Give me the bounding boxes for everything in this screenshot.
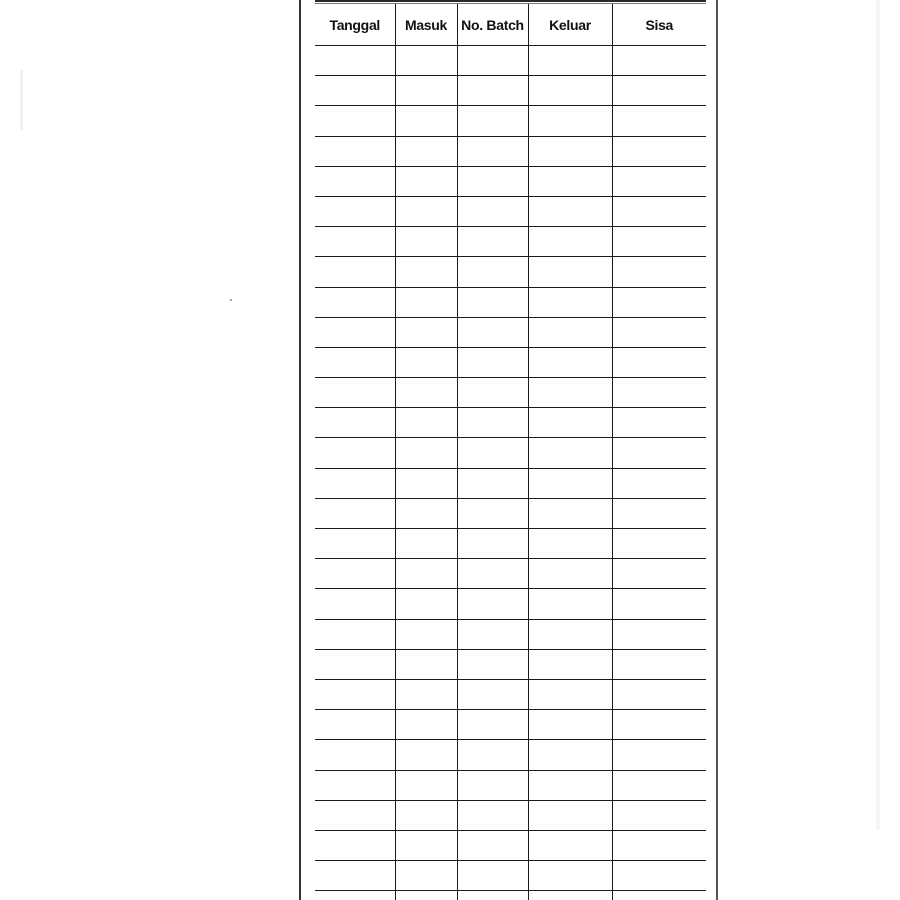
blank-cell-tanggal [315, 106, 395, 136]
table-row [315, 800, 706, 830]
blank-cell-no-batch [457, 679, 528, 709]
blank-cell-tanggal [315, 317, 395, 347]
blank-cell-no-batch [457, 710, 528, 740]
blank-cell-no-batch [457, 529, 528, 559]
blank-cell-keluar [528, 378, 612, 408]
blank-cell-masuk [395, 196, 457, 226]
blank-cell-tanggal [315, 196, 395, 226]
blank-cell-keluar [528, 891, 612, 900]
blank-cell-sisa [612, 46, 706, 76]
blank-cell-tanggal [315, 529, 395, 559]
blank-cell-no-batch [457, 468, 528, 498]
blank-cell-sisa [612, 529, 706, 559]
blank-cell-keluar [528, 196, 612, 226]
blank-cell-sisa [612, 589, 706, 619]
table-row [315, 76, 706, 106]
blank-cell-no-batch [457, 287, 528, 317]
blank-cell-no-batch [457, 46, 528, 76]
blank-cell-sisa [612, 861, 706, 891]
blank-cell-no-batch [457, 589, 528, 619]
column-header-sisa: Sisa [612, 4, 706, 46]
blank-cell-keluar [528, 468, 612, 498]
table-row [315, 891, 706, 900]
blank-cell-sisa [612, 166, 706, 196]
blank-cell-sisa [612, 317, 706, 347]
blank-cell-sisa [612, 196, 706, 226]
scan-dust-speck [230, 299, 232, 301]
table-row [315, 438, 706, 468]
blank-cell-masuk [395, 378, 457, 408]
stock-card [299, 0, 718, 900]
blank-cell-masuk [395, 861, 457, 891]
blank-cell-masuk [395, 830, 457, 860]
blank-cell-keluar [528, 861, 612, 891]
table-row [315, 106, 706, 136]
blank-cell-keluar [528, 257, 612, 287]
blank-cell-masuk [395, 468, 457, 498]
blank-cell-keluar [528, 800, 612, 830]
blank-cell-keluar [528, 106, 612, 136]
table-row [315, 468, 706, 498]
blank-cell-no-batch [457, 76, 528, 106]
table-row [315, 649, 706, 679]
table-row [315, 317, 706, 347]
blank-cell-tanggal [315, 861, 395, 891]
blank-cell-keluar [528, 136, 612, 166]
blank-cell-tanggal [315, 166, 395, 196]
table-row [315, 830, 706, 860]
blank-cell-tanggal [315, 438, 395, 468]
blank-cell-tanggal [315, 227, 395, 257]
blank-cell-tanggal [315, 378, 395, 408]
blank-cell-sisa [612, 559, 706, 589]
blank-cell-no-batch [457, 378, 528, 408]
blank-cell-sisa [612, 649, 706, 679]
blank-cell-tanggal [315, 830, 395, 860]
blank-cell-keluar [528, 679, 612, 709]
blank-cell-sisa [612, 740, 706, 770]
header-row [315, 4, 706, 46]
blank-cell-sisa [612, 770, 706, 800]
blank-cell-tanggal [315, 800, 395, 830]
blank-cell-masuk [395, 46, 457, 76]
blank-cell-sisa [612, 257, 706, 287]
blank-cell-sisa [612, 287, 706, 317]
blank-cell-sisa [612, 830, 706, 860]
table-row [315, 378, 706, 408]
scan-edge-mark [876, 0, 880, 830]
table-row [315, 408, 706, 438]
blank-cell-keluar [528, 46, 612, 76]
blank-cell-no-batch [457, 196, 528, 226]
blank-cell-sisa [612, 106, 706, 136]
blank-cell-masuk [395, 679, 457, 709]
blank-cell-keluar [528, 317, 612, 347]
blank-cell-no-batch [457, 227, 528, 257]
table-row [315, 770, 706, 800]
stock-table [315, 4, 706, 900]
blank-cell-sisa [612, 619, 706, 649]
table-row [315, 46, 706, 76]
blank-cell-sisa [612, 438, 706, 468]
table-row [315, 347, 706, 377]
blank-cell-tanggal [315, 770, 395, 800]
blank-cell-tanggal [315, 76, 395, 106]
blank-cell-keluar [528, 589, 612, 619]
blank-cell-tanggal [315, 559, 395, 589]
blank-cell-tanggal [315, 468, 395, 498]
blank-cell-masuk [395, 257, 457, 287]
blank-cell-no-batch [457, 347, 528, 377]
blank-cell-sisa [612, 136, 706, 166]
blank-cell-keluar [528, 649, 612, 679]
blank-cell-masuk [395, 347, 457, 377]
blank-cell-no-batch [457, 166, 528, 196]
blank-cell-no-batch [457, 257, 528, 287]
blank-cell-masuk [395, 559, 457, 589]
blank-cell-masuk [395, 589, 457, 619]
table-row [315, 710, 706, 740]
blank-cell-no-batch [457, 830, 528, 860]
blank-cell-no-batch [457, 438, 528, 468]
blank-cell-sisa [612, 710, 706, 740]
blank-cell-tanggal [315, 498, 395, 528]
blank-cell-masuk [395, 619, 457, 649]
table-row [315, 257, 706, 287]
blank-cell-keluar [528, 710, 612, 740]
blank-cell-no-batch [457, 800, 528, 830]
blank-cell-masuk [395, 529, 457, 559]
blank-cell-tanggal [315, 347, 395, 377]
table-body [315, 46, 706, 900]
blank-cell-keluar [528, 830, 612, 860]
blank-cell-tanggal [315, 136, 395, 166]
table-row [315, 196, 706, 226]
blank-cell-keluar [528, 76, 612, 106]
table-row [315, 287, 706, 317]
table-row [315, 861, 706, 891]
blank-cell-keluar [528, 770, 612, 800]
blank-cell-keluar [528, 227, 612, 257]
blank-cell-masuk [395, 166, 457, 196]
blank-cell-tanggal [315, 679, 395, 709]
blank-cell-masuk [395, 317, 457, 347]
blank-cell-masuk [395, 438, 457, 468]
blank-cell-keluar [528, 287, 612, 317]
blank-cell-tanggal [315, 46, 395, 76]
blank-cell-tanggal [315, 408, 395, 438]
blank-cell-masuk [395, 136, 457, 166]
table-row [315, 740, 706, 770]
blank-cell-tanggal [315, 649, 395, 679]
blank-cell-no-batch [457, 317, 528, 347]
column-header-keluar: Keluar [528, 4, 612, 46]
blank-cell-tanggal [315, 287, 395, 317]
blank-cell-no-batch [457, 861, 528, 891]
blank-cell-keluar [528, 438, 612, 468]
blank-cell-keluar [528, 166, 612, 196]
blank-cell-sisa [612, 891, 706, 900]
blank-cell-sisa [612, 408, 706, 438]
blank-cell-masuk [395, 106, 457, 136]
blank-cell-no-batch [457, 649, 528, 679]
blank-cell-tanggal [315, 257, 395, 287]
blank-cell-masuk [395, 498, 457, 528]
blank-cell-masuk [395, 287, 457, 317]
blank-cell-no-batch [457, 619, 528, 649]
blank-cell-no-batch [457, 770, 528, 800]
blank-cell-sisa [612, 347, 706, 377]
table-row [315, 166, 706, 196]
blank-cell-keluar [528, 529, 612, 559]
blank-cell-no-batch [457, 559, 528, 589]
blank-cell-sisa [612, 76, 706, 106]
column-header-masuk: Masuk [395, 4, 457, 46]
blank-cell-keluar [528, 408, 612, 438]
blank-cell-masuk [395, 891, 457, 900]
blank-cell-masuk [395, 800, 457, 830]
blank-cell-keluar [528, 347, 612, 377]
blank-cell-masuk [395, 710, 457, 740]
blank-cell-sisa [612, 679, 706, 709]
blank-cell-sisa [612, 498, 706, 528]
blank-cell-masuk [395, 76, 457, 106]
table-row [315, 559, 706, 589]
blank-cell-masuk [395, 227, 457, 257]
table-row [315, 136, 706, 166]
blank-cell-masuk [395, 408, 457, 438]
blank-cell-no-batch [457, 408, 528, 438]
blank-cell-tanggal [315, 619, 395, 649]
blank-cell-no-batch [457, 891, 528, 900]
column-header-tanggal: Tanggal [315, 4, 395, 46]
blank-cell-sisa [612, 227, 706, 257]
table-row [315, 589, 706, 619]
blank-cell-tanggal [315, 891, 395, 900]
blank-cell-sisa [612, 800, 706, 830]
table-row [315, 529, 706, 559]
blank-cell-masuk [395, 770, 457, 800]
blank-cell-sisa [612, 378, 706, 408]
blank-cell-no-batch [457, 106, 528, 136]
blank-cell-no-batch [457, 498, 528, 528]
blank-cell-keluar [528, 498, 612, 528]
table-row [315, 619, 706, 649]
blank-cell-sisa [612, 468, 706, 498]
blank-cell-masuk [395, 649, 457, 679]
blank-cell-keluar [528, 559, 612, 589]
column-header-no-batch: No. Batch [457, 4, 528, 46]
table-row [315, 498, 706, 528]
blank-cell-keluar [528, 740, 612, 770]
blank-cell-masuk [395, 740, 457, 770]
blank-cell-tanggal [315, 589, 395, 619]
blank-cell-keluar [528, 619, 612, 649]
table-row [315, 679, 706, 709]
blank-cell-tanggal [315, 740, 395, 770]
scan-edge-mark [20, 70, 23, 130]
blank-cell-tanggal [315, 710, 395, 740]
table-row [315, 227, 706, 257]
blank-cell-no-batch [457, 136, 528, 166]
blank-cell-no-batch [457, 740, 528, 770]
